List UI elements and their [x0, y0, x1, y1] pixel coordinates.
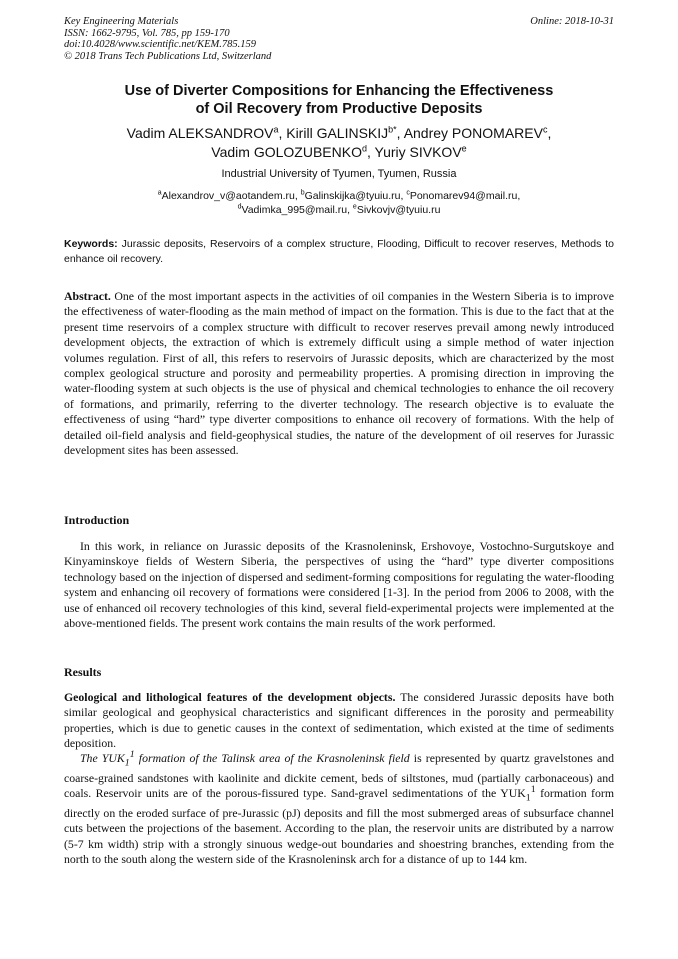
formation-sub: 1 — [525, 792, 531, 804]
email-link[interactable]: Vadimka_995@mail.ru, — [241, 204, 350, 216]
authors-line-1: Vadim ALEKSANDROV$^a$, Kirill $GALINSKIJ^{b*}$, Andrey PONOMAREV$^c$, — [126, 124, 552, 141]
emails-line-1 — [40, 189, 638, 203]
title-line-2: of Oil Recovery from Productive Deposits — [195, 101, 483, 117]
email-link[interactable]: Galinskijka@tyuiu.ru, — [304, 190, 404, 202]
abstract-text: One of the most important aspects in the activities of oil companies in the Western Siberia is to improve the effectiveness of water-flooding as the main method of impact on the formation. This is due to the fact that at the present time reservoirs of a complex structure with difficult to recover reserves prevail among newly introduced development objects, the extraction of which is extremely difficult using a simple method of water injection volumes regulation. First of all, this refers to reservoirs of Jurassic deposits, which are characterized by the most complex geological structure and porosity and permeability properties. A promising direction in improving the water-flooding system at such objects is the use of physical and chemical technologies to enhance the oil recovery of formations, and primarily, referring to the diverter technology. The research objective is to evaluate the effectiveness of using “hard” type diverter compositions to enhance oil recovery of formations. With the help of detailed oil-field analysis and field-geophysical studies, the nature of the development of oil reserves for Jurassic development sites has been assessed. — [64, 289, 615, 458]
author-affil-mark: c — [542, 124, 548, 135]
abstract-label: Abstract. — [64, 289, 111, 303]
paper-title — [40, 82, 638, 118]
email-link[interactable]: Sivkovjv@tyuiu.ru — [356, 204, 441, 216]
emails-line-2 — [40, 203, 638, 217]
keywords-text: Jurassic deposits, Reservoirs of a complex structure, Flooding, Difficult to recover reserves, Methods to enhance oil recovery. — [64, 238, 615, 265]
email-mark: a — [157, 189, 162, 197]
author-emails — [40, 189, 638, 217]
author-name: Vadim GOLOZUBENKO — [211, 144, 362, 160]
results-p1-text: The considered Jurassic deposits have both similar geological and geophysical characteristics and significant differences in the porosity and permeability properties, which is due to genetic causes in the context of sedimentation, which existed at the time of sediments deposition. — [64, 690, 614, 751]
author-affil-mark: e — [461, 143, 467, 154]
authors-line-2: Vadim GOLOZUBENKO$^d$, Yuriy SIVKOV$^e$ — [211, 143, 467, 160]
title-line-1: Use of Diverter Compositions for Enhancing the Effectiveness — [124, 83, 554, 99]
keywords — [64, 237, 614, 267]
journal-header — [64, 16, 614, 62]
email-mark: b — [300, 189, 305, 197]
results-p2-lead — [80, 749, 410, 769]
email-link[interactable]: Alexandrov_v@aotandem.ru, — [161, 190, 298, 202]
results-p2 — [64, 751, 614, 868]
results-p2-text: formation form directly on the eroded surface of pre-Jurassic (pJ) deposits and fill the most submerged areas of subsurface channel cuts between the projections of the basement. According to the plan, the reservoir units are distributed by a narrow (5-7 km width) strip with a strongly sinuous wedge-out boundaries and shoestring branches, extending from the north to the south along the western side of the Krasnoleninsk arch for a distance of up to 144 km. — [64, 786, 614, 867]
author-name: Yuriy SIVKOV — [374, 144, 462, 160]
results-subheading: Geological and lithological features of the development objects. — [64, 690, 396, 704]
lead-sub: 1 — [124, 757, 130, 769]
abstract — [64, 289, 614, 458]
introduction-section — [64, 539, 614, 631]
lead-text: formation of the Talinsk area of the Krasnoleninsk field — [138, 751, 410, 765]
lead-sup: 1 — [129, 749, 135, 761]
author-name: Andrey PONOMAREV — [403, 125, 543, 141]
email-mark: e — [352, 203, 357, 211]
copyright-line: © 2018 Trans Tech Publications Ltd, Switzerland — [64, 50, 272, 62]
results-paragraph-1 — [64, 690, 614, 752]
author-name: Kirill GALINSKIJ — [286, 125, 389, 141]
introduction-heading: Introduction — [64, 513, 130, 527]
journal-name: Key Engineering Materials — [64, 16, 179, 27]
affiliation: Industrial University of Tyumen, Tyumen, Russia — [221, 168, 457, 180]
email-mark: d — [237, 203, 242, 211]
author-affil-mark: d — [361, 143, 367, 154]
email-mark: c — [406, 189, 410, 197]
results-heading: Results — [64, 665, 102, 679]
keywords-label: Keywords: — [64, 238, 118, 250]
online-date: Online: 2018-10-31 — [530, 16, 614, 27]
author-name: Vadim ALEKSANDROV — [126, 125, 274, 141]
formation-sup: 1 — [530, 784, 536, 796]
author-affil-mark: a — [273, 124, 279, 135]
introduction-paragraph: In this work, in reliance on Jurassic deposits of the Krasnoleninsk, Ershovoye, Vostochno-Surgutskoye and Kinyaminskoye fields of Western Siberia, the perspectives of using the “hard” type diverter compositions technology based on the injection of dispersed and sediment-forming compositions for regulating the water-flooding system and enhancing oil recovery of formations were considered [1-3]. In the period from 2006 to 2008, with the use of enhanced oil recovery technologies of this kind, several field-experimental projects were implemented at the above-mentioned fields. The present work contains the main results of the work performed. — [64, 539, 614, 631]
issn-line: ISSN: 1662-9795, Vol. 785, pp 159-170 — [64, 27, 230, 39]
author-list — [40, 124, 638, 162]
email-link[interactable]: Ponomarev94@mail.ru, — [409, 190, 521, 202]
results-p2-text: is represented by quartz gravelstones and coarse-grained sandstones with kaolinite and dickite cement, beds of siltstones, mud (partially carbonaceous) and coals. Reservoir units are of the porous-fissured type. Sand-gravel sedimentations of the YUK — [64, 751, 615, 801]
author-affil-mark: b* — [388, 124, 397, 135]
results-paragraph-2 — [64, 751, 614, 868]
lead-text: The YUK — [80, 751, 125, 765]
doi-line[interactable]: doi:10.4028/www.scientific.net/KEM.785.159 — [64, 39, 256, 50]
